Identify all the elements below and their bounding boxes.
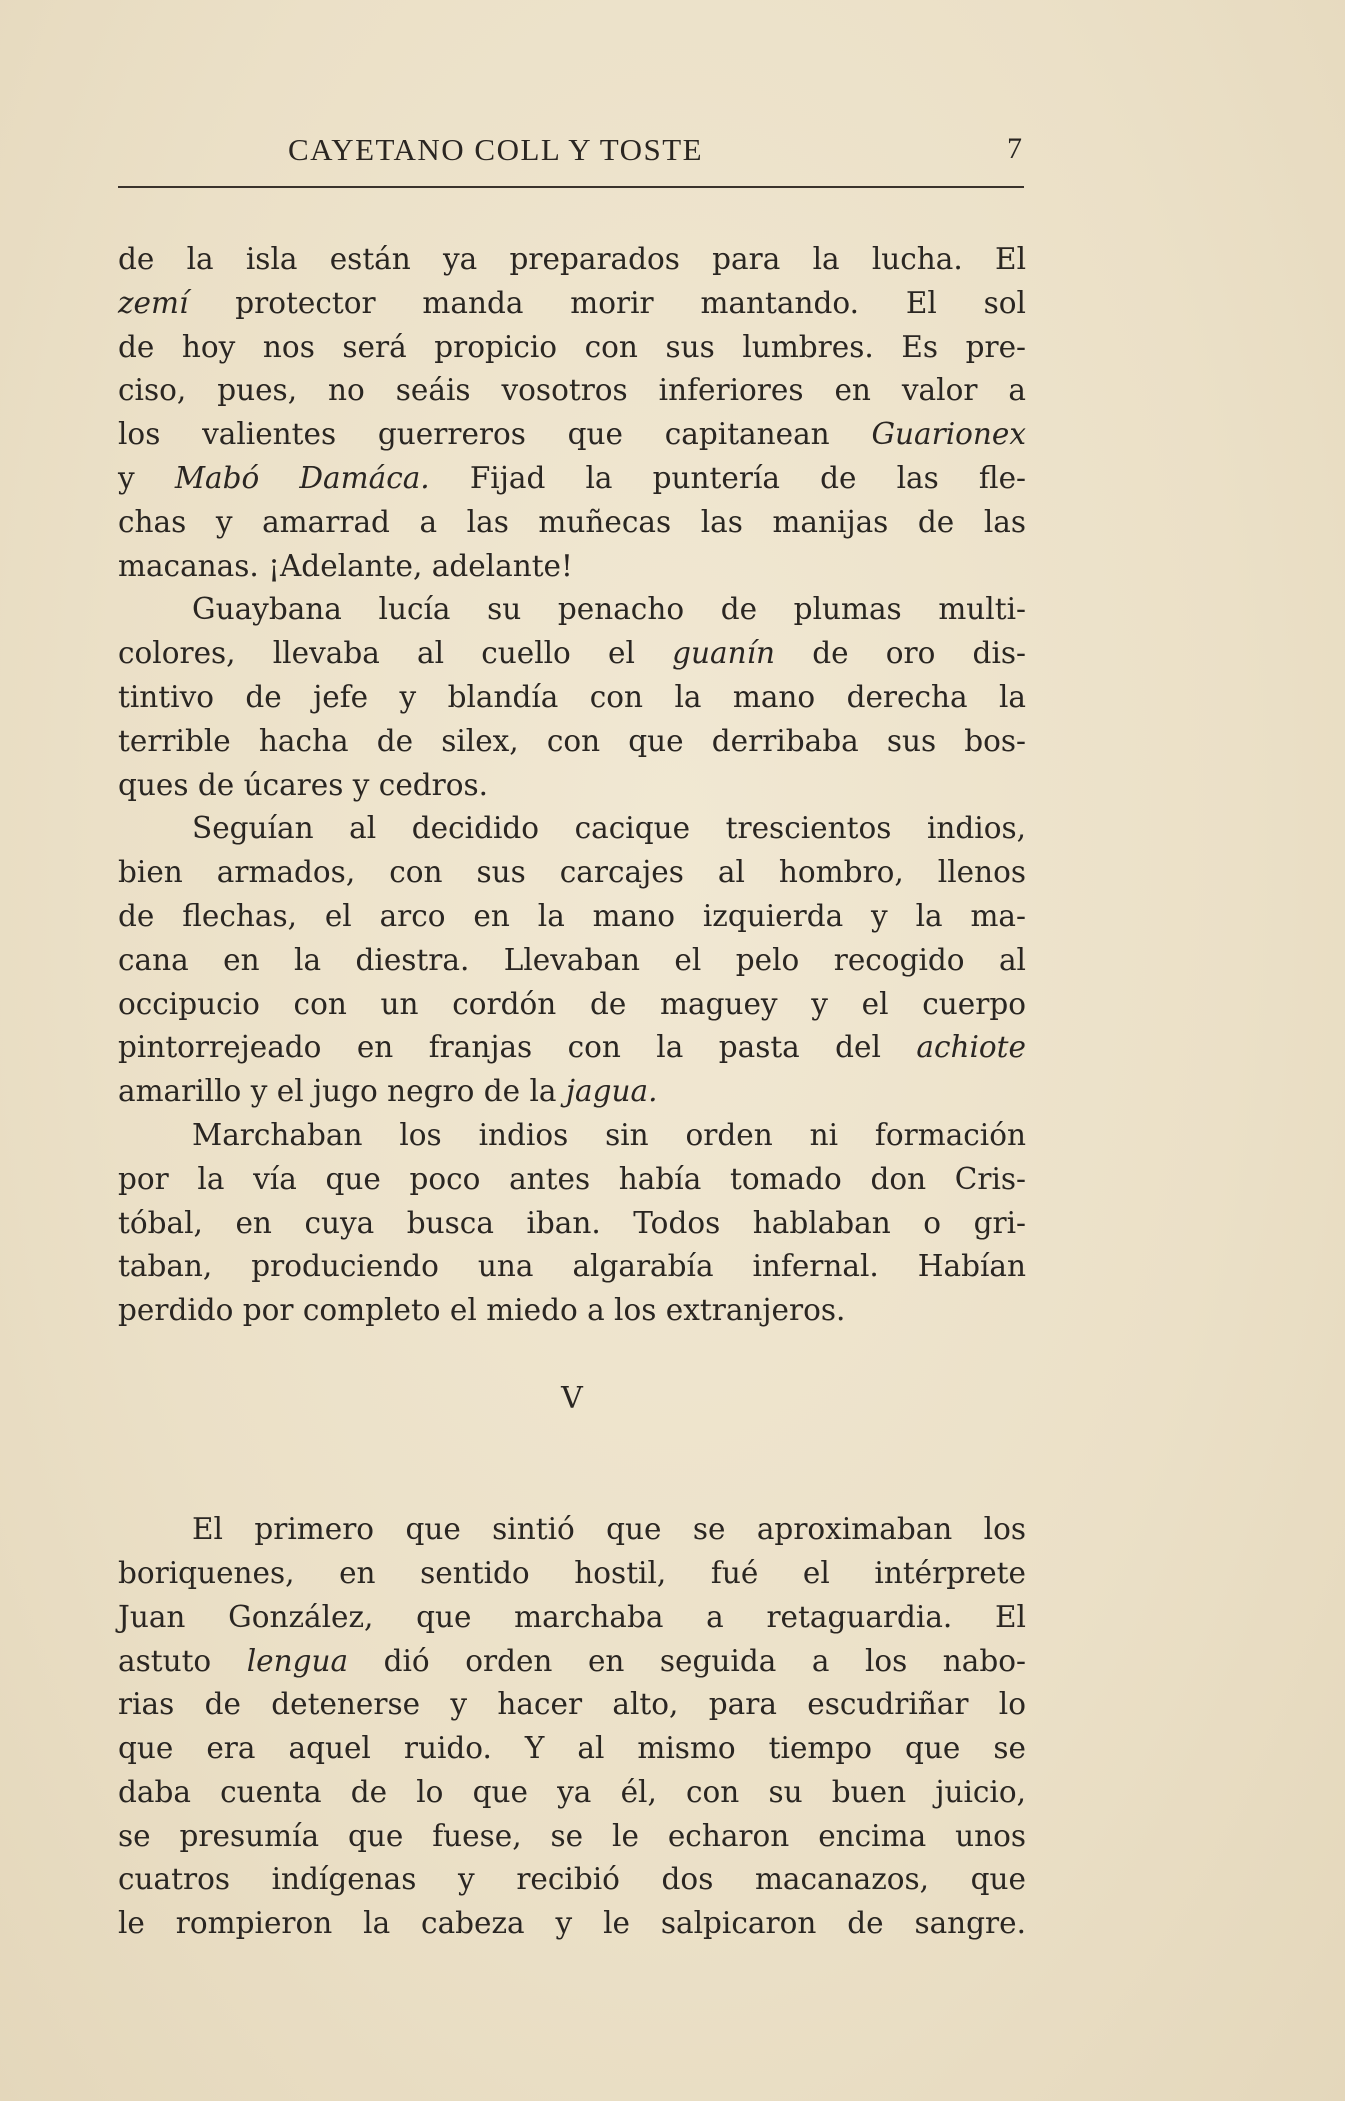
text-line: de hoy nos será propicio con sus lumbres. Es pre- [118, 329, 1026, 364]
paragraph [118, 1114, 1026, 1333]
text-line: perdido por completo el miedo a los extranjeros. [118, 1293, 846, 1328]
text-line: ques de úcares y cedros. [118, 767, 489, 802]
text-line: occipucio con un cordón de maguey y el cuerpo [118, 986, 1026, 1021]
text-line [118, 282, 1026, 326]
text-line: daba cuenta de lo que ya él, con su buen juicio, [118, 1774, 1026, 1809]
running-title: CAYETANO COLL Y TOSTE [288, 132, 704, 167]
text-line: tóbal, en cuya busca iban. Todos hablaban o gri- [118, 1205, 1026, 1240]
italic-term: zemí [118, 285, 189, 320]
section-heading: V [561, 1380, 583, 1416]
text-line [118, 413, 1026, 457]
text-line: Guaybana lucía su penacho de plumas multi- [192, 592, 1026, 627]
text-line: macanas. ¡Adelante, adelante! [118, 548, 573, 583]
text-line: tintivo de jefe y blandía con la mano derecha la [118, 679, 1026, 714]
italic-term: guanín [672, 636, 776, 671]
line-text: Fijad la puntería de las fle- [429, 460, 1027, 495]
text-line: Marchaban los indios sin orden ni formación [192, 1117, 1026, 1152]
body-text [118, 238, 1026, 1946]
text-line: rias de detenerse y hacer alto, para escudriñar lo [118, 1687, 1026, 1722]
header-rule [118, 186, 1024, 188]
paragraph [118, 807, 1026, 1114]
line-text: colores, llevaba al cuello el [118, 636, 673, 671]
italic-term: Guarionex [871, 417, 1026, 452]
line-text: los valientes guerreros que capitanean [118, 417, 872, 452]
text-line: cana en la diestra. Llevaban el pelo recogido al [118, 942, 1026, 977]
text-line: terrible hacha de silex, con que derribaba sus bos- [118, 723, 1026, 758]
line-text: dió orden en seguida a los nabo- [348, 1643, 1026, 1678]
text-line: El primero que sintió que se aproximaban los [192, 1512, 1026, 1547]
text-line: ciso, pues, no seáis vosotros inferiores en valor a [118, 373, 1026, 408]
text-line [118, 632, 1026, 676]
paragraph [118, 1508, 1026, 1946]
text-line: de la isla están ya preparados para la lucha. El [118, 242, 1026, 276]
text-line: que era aquel ruido. Y al mismo tiempo que se [118, 1731, 1026, 1766]
italic-term: Mabó Damáca. [174, 460, 430, 495]
text-line: le rompieron la cabeza y le salpicaron de sangre. [118, 1906, 1026, 1941]
text-line: bien armados, con sus carcajes al hombro, llenos [118, 855, 1026, 890]
line-text: protector manda morir mantando. El sol [188, 285, 1026, 320]
line-text: y [118, 460, 175, 495]
text-line [118, 1026, 1026, 1070]
text-line [118, 1640, 1026, 1684]
paragraph [118, 238, 1026, 588]
running-header [118, 120, 1026, 176]
line-text: de oro dis- [775, 636, 1026, 671]
page-number: 7 [1007, 132, 1022, 165]
text-line: taban, produciendo una algarabía infernal. Habían [118, 1249, 1026, 1284]
book-page [118, 120, 1027, 1941]
italic-term: jagua. [565, 1074, 658, 1109]
text-line: por la vía que poco antes había tomado don Cris- [118, 1161, 1026, 1196]
text-line: cuatros indígenas y recibió dos macanazos, que [118, 1862, 1026, 1897]
text-line: chas y amarrad a las muñecas las manijas de las [118, 504, 1026, 539]
paragraph [118, 588, 1026, 807]
text-line: boriquenes, en sentido hostil, fué el intérprete [118, 1555, 1026, 1590]
line-text: amarillo y el jugo negro de la [118, 1074, 566, 1109]
text-line: se presumía que fuese, se le echaron encima unos [118, 1818, 1026, 1853]
text-line: Seguían al decidido cacique trescientos indios, [192, 811, 1026, 846]
italic-term: achiote [916, 1030, 1026, 1065]
text-line [118, 457, 1026, 501]
line-text: pintorrejeado en franjas con la pasta del [118, 1030, 917, 1065]
text-line: de flechas, el arco en la mano izquierda y la ma- [118, 898, 1026, 933]
text-line [118, 1070, 1026, 1114]
italic-term: lengua [246, 1643, 349, 1678]
text-line: Juan González, que marchaba a retaguardia. El [118, 1599, 1026, 1634]
line-text: astuto [118, 1643, 247, 1678]
